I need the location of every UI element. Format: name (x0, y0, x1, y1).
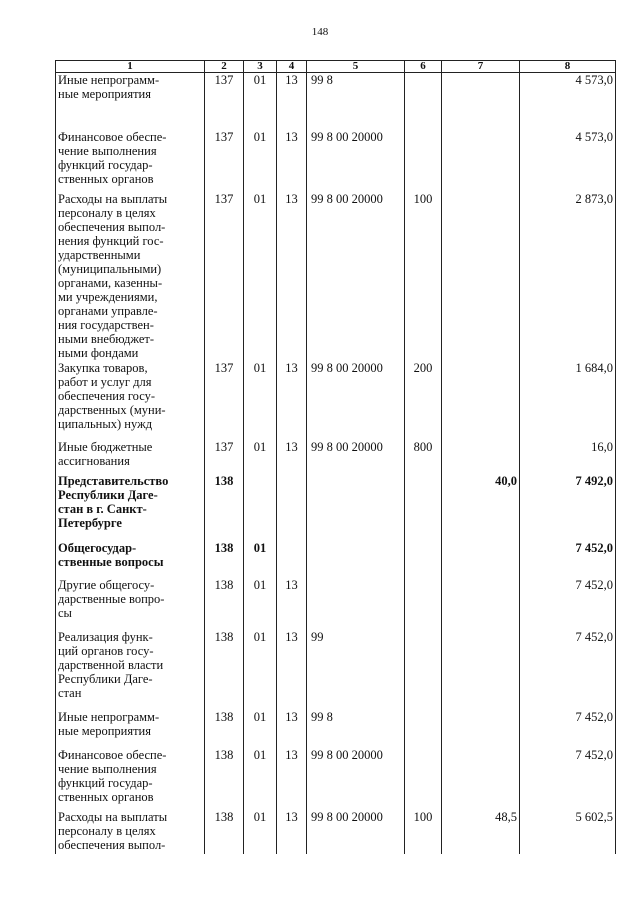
row-col7-cell (442, 192, 520, 361)
row-code-cell: 137 (205, 130, 244, 192)
row-type-cell: 200 (405, 361, 442, 440)
row-subsection-cell: 13 (277, 73, 307, 130)
budget-table-container (55, 60, 615, 854)
row-code-cell: 138 (205, 541, 244, 578)
row-name-cell: Общегосудар- ственные вопросы (56, 541, 205, 578)
row-col7-cell (442, 440, 520, 474)
row-section-cell: 01 (244, 630, 277, 710)
row-col7-cell (442, 130, 520, 192)
row-name-cell: Расходы на выплаты персоналу в целях обеспечения выпол- (56, 810, 205, 854)
row-subsection-cell: 13 (277, 810, 307, 854)
row-target-cell: 99 8 00 20000 (307, 130, 405, 192)
row-col7-cell (442, 710, 520, 748)
row-code-cell: 137 (205, 361, 244, 440)
row-target-cell: 99 8 00 20000 (307, 810, 405, 854)
row-target-cell (307, 474, 405, 541)
row-section-cell: 01 (244, 361, 277, 440)
row-amount-cell: 7 452,0 (520, 578, 616, 630)
row-amount-cell: 7 452,0 (520, 630, 616, 710)
row-section-cell (244, 474, 277, 541)
row-name-cell: Иные непрограмм- ные мероприятия (56, 73, 205, 130)
header-col-5: 5 (307, 61, 405, 73)
row-code-cell: 138 (205, 630, 244, 710)
row-section-cell: 01 (244, 578, 277, 630)
row-subsection-cell: 13 (277, 578, 307, 630)
row-code-cell: 138 (205, 710, 244, 748)
row-amount-cell: 5 602,5 (520, 810, 616, 854)
row-type-cell (405, 474, 442, 541)
row-amount-cell: 7 452,0 (520, 541, 616, 578)
row-type-cell: 100 (405, 192, 442, 361)
row-target-cell: 99 (307, 630, 405, 710)
row-subsection-cell: 13 (277, 192, 307, 361)
row-subsection-cell: 13 (277, 361, 307, 440)
row-code-cell: 137 (205, 440, 244, 474)
table-row (56, 361, 616, 440)
table-row (56, 73, 616, 130)
row-target-cell: 99 8 00 20000 (307, 192, 405, 361)
row-target-cell: 99 8 00 20000 (307, 361, 405, 440)
row-amount-cell: 1 684,0 (520, 361, 616, 440)
header-col-4: 4 (277, 61, 307, 73)
row-col7-cell (442, 630, 520, 710)
row-subsection-cell: 13 (277, 710, 307, 748)
table-row (56, 192, 616, 361)
header-col-2: 2 (205, 61, 244, 73)
row-type-cell (405, 630, 442, 710)
row-type-cell (405, 541, 442, 578)
header-col-1: 1 (56, 61, 205, 73)
row-target-cell (307, 578, 405, 630)
row-code-cell: 138 (205, 474, 244, 541)
row-code-cell: 137 (205, 73, 244, 130)
row-amount-cell: 7 452,0 (520, 710, 616, 748)
row-section-cell: 01 (244, 73, 277, 130)
row-target-cell: 99 8 (307, 73, 405, 130)
header-col-6: 6 (405, 61, 442, 73)
row-target-cell: 99 8 (307, 710, 405, 748)
row-type-cell: 100 (405, 810, 442, 854)
row-name-cell: Финансовое обеспе- чение выполнения функций государ- ственных органов (56, 748, 205, 810)
row-subsection-cell: 13 (277, 440, 307, 474)
row-section-cell: 01 (244, 440, 277, 474)
row-subsection-cell: 13 (277, 630, 307, 710)
row-col7-cell (442, 361, 520, 440)
row-section-cell: 01 (244, 130, 277, 192)
row-col7-cell (442, 748, 520, 810)
row-section-cell: 01 (244, 810, 277, 854)
row-subsection-cell (277, 541, 307, 578)
table-row (56, 130, 616, 192)
table-row (56, 630, 616, 710)
row-target-cell (307, 541, 405, 578)
row-name-cell: Иные непрограмм- ные мероприятия (56, 710, 205, 748)
row-target-cell: 99 8 00 20000 (307, 748, 405, 810)
table-row (56, 578, 616, 630)
row-name-cell: Представительство Республики Даге- стан в г. Санкт- Петербурге (56, 474, 205, 541)
header-col-7: 7 (442, 61, 520, 73)
table-row (56, 748, 616, 810)
header-col-3: 3 (244, 61, 277, 73)
row-section-cell: 01 (244, 748, 277, 810)
row-col7-cell (442, 541, 520, 578)
budget-table (55, 60, 616, 854)
row-section-cell: 01 (244, 541, 277, 578)
row-type-cell (405, 130, 442, 192)
table-row (56, 810, 616, 854)
row-name-cell: Финансовое обеспе- чение выполнения функций государ- ственных органов (56, 130, 205, 192)
row-type-cell: 800 (405, 440, 442, 474)
row-section-cell: 01 (244, 192, 277, 361)
row-amount-cell: 16,0 (520, 440, 616, 474)
header-row (56, 61, 616, 73)
row-code-cell: 138 (205, 578, 244, 630)
row-amount-cell: 7 452,0 (520, 748, 616, 810)
table-row (56, 710, 616, 748)
page-number: 148 (311, 26, 329, 38)
row-name-cell: Иные бюджетные ассигнования (56, 440, 205, 474)
row-name-cell: Другие общегосу- дарственные вопро- сы (56, 578, 205, 630)
row-amount-cell: 2 873,0 (520, 192, 616, 361)
row-type-cell (405, 710, 442, 748)
header-col-8: 8 (520, 61, 616, 73)
row-type-cell (405, 73, 442, 130)
row-col7-cell (442, 578, 520, 630)
row-subsection-cell (277, 474, 307, 541)
row-name-cell: Реализация функ- ций органов госу- дарственной власти Республики Даге- стан (56, 630, 205, 710)
row-subsection-cell: 13 (277, 130, 307, 192)
row-name-cell: Закупка товаров, работ и услуг для обеспечения госу- дарственных (муни- ципальных) нужд (56, 361, 205, 440)
row-col7-cell: 40,0 (442, 474, 520, 541)
row-type-cell (405, 748, 442, 810)
row-amount-cell: 4 573,0 (520, 130, 616, 192)
row-type-cell (405, 578, 442, 630)
table-row (56, 474, 616, 541)
row-amount-cell: 7 492,0 (520, 474, 616, 541)
row-name-cell: Расходы на выплаты персоналу в целях обеспечения выпол- нения функций гос- ударственными (муниципальными) органами, казенны- ми учреждениями, органами управле- ния государствен- ными внебюджет- ными фондами (56, 192, 205, 361)
table-body (56, 73, 616, 854)
row-code-cell: 137 (205, 192, 244, 361)
row-target-cell: 99 8 00 20000 (307, 440, 405, 474)
row-amount-cell: 4 573,0 (520, 73, 616, 130)
row-col7-cell (442, 73, 520, 130)
table-row (56, 541, 616, 578)
table-row (56, 440, 616, 474)
row-code-cell: 138 (205, 810, 244, 854)
row-subsection-cell: 13 (277, 748, 307, 810)
row-section-cell: 01 (244, 710, 277, 748)
row-col7-cell: 48,5 (442, 810, 520, 854)
row-code-cell: 138 (205, 748, 244, 810)
